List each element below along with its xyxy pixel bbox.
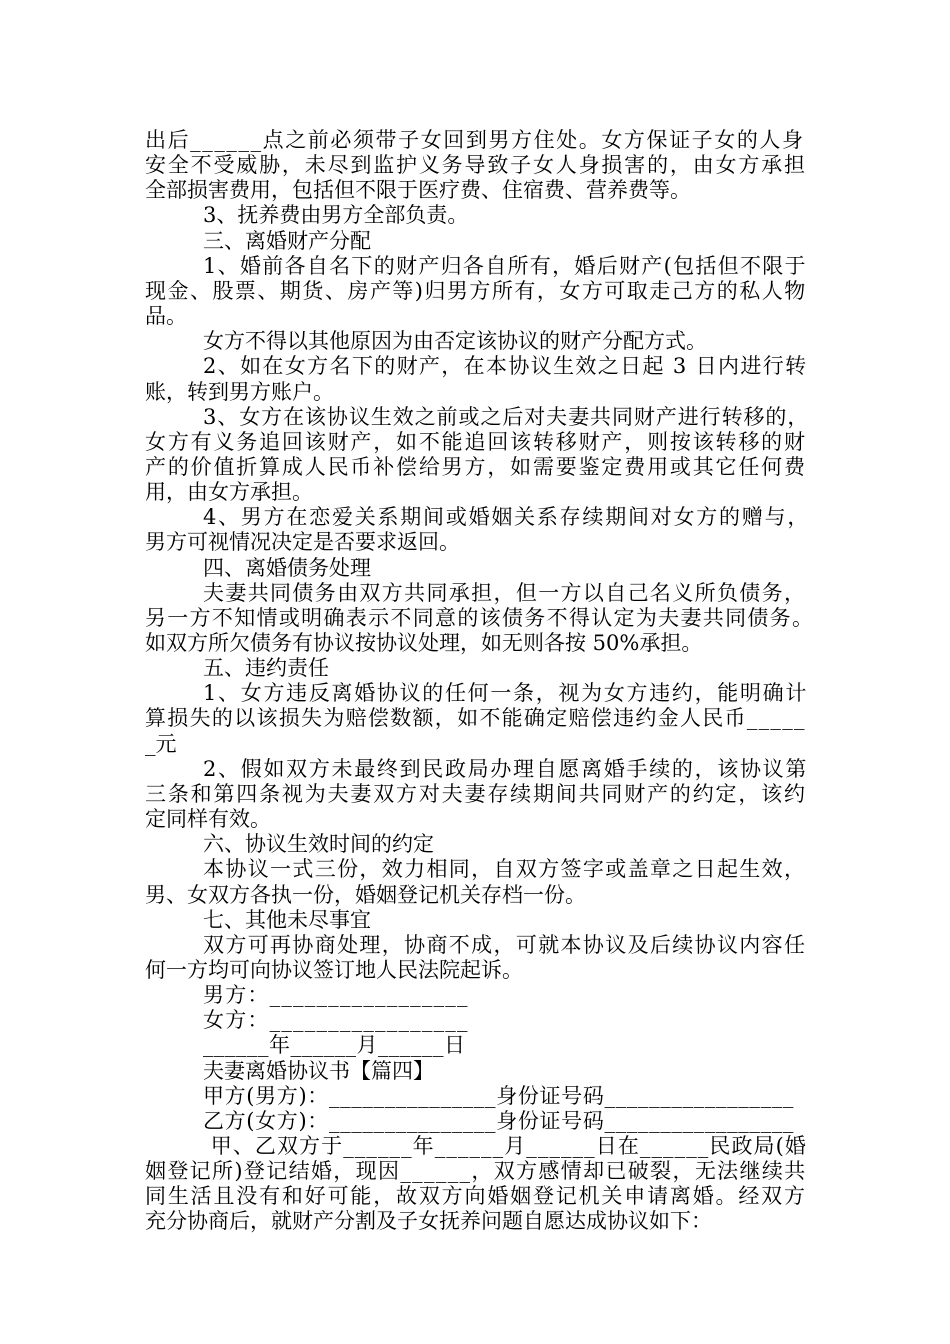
text-line: 甲、乙双方于______年______月______日在______民政局(婚 xyxy=(203,1134,807,1158)
text-line: 五、违约责任 xyxy=(203,656,329,681)
text-line: 如双方所欠债务有协议按协议处理，如无则各按 50%承担。 xyxy=(145,631,703,655)
text-line: 双方可再协商处理，协商不成，可就本协议及后续协议内容任 xyxy=(203,932,807,957)
text-line: 夫妻共同债务由双方共同承担，但一方以自己名义所负债务， xyxy=(203,580,807,605)
text-line: 夫妻离婚协议书【篇四】 xyxy=(203,1058,434,1083)
text-line: 四、离婚债务处理 xyxy=(203,555,371,580)
text-line: 六、协议生效时间的约定 xyxy=(203,832,434,857)
text-line: ______年______月______日 xyxy=(203,1033,466,1058)
text-line: 账，转到男方账户。 xyxy=(145,379,334,404)
text-line: 女方不得以其他原因为由否定该协议的财产分配方式。 xyxy=(203,329,707,354)
text-line: 产的价值折算成人民币补偿给男方，如需要鉴定费用或其它任何费 xyxy=(145,454,807,479)
text-line: 品。 xyxy=(145,304,187,329)
text-line: 3、抚养费由男方全部负责。 xyxy=(203,203,469,228)
text-line: _元 xyxy=(145,731,177,756)
text-line: 七、其他未尽事宜 xyxy=(203,907,371,932)
text-line: 1、婚前各自名下的财产归各自所有，婚后财产(包括但不限于 xyxy=(203,253,807,278)
text-line: 姻登记所)登记结婚，现因______，双方感情却已破裂，无法继续共 xyxy=(145,1159,807,1184)
text-line: 1、女方违反离婚协议的任何一条，视为女方违约，能明确计 xyxy=(203,681,809,706)
text-line: 算损失的以该损失为赔偿数额，如不能确定赔偿违约金人民币_____ xyxy=(145,706,806,731)
text-line: 男、女双方各执一份，婚姻登记机关存档一份。 xyxy=(145,882,586,907)
text-line: 充分协商后，就财产分割及子女抚养问题自愿达成协议如下： xyxy=(145,1209,712,1234)
text-line: 女方有义务追回该财产，如不能追回该转移财产，则按该转移的财 xyxy=(145,429,807,454)
text-line: 3、女方在该协议生效之前或之后对夫妻共同财产进行转移的， xyxy=(203,404,810,429)
text-line: 女方：_________________ xyxy=(203,1008,469,1033)
text-line: 男方：_________________ xyxy=(203,983,469,1008)
text-line: 三、离婚财产分配 xyxy=(203,228,371,253)
text-line: 本协议一式三份，效力相同，自双方签字或盖章之日起生效， xyxy=(203,857,807,882)
text-line: 甲方(男方)：_______________身份证号码_________________ xyxy=(203,1083,795,1108)
text-line: 出后______点之前必须带子女回到男方住处。女方保证子女的人身 xyxy=(145,128,805,152)
text-line: 何一方均可向协议签订地人民法院起诉。 xyxy=(145,957,523,982)
text-line: 同生活且没有和好可能，故双方向婚姻登记机关申请离婚。经双方 xyxy=(145,1184,807,1209)
text-line: 2、假如双方未最终到民政局办理自愿离婚手续的，该协议第 xyxy=(203,756,809,781)
text-line: 4、男方在恋爱关系期间或婚姻关系存续期间对女方的赠与， xyxy=(203,505,811,530)
text-line: 男方可视情况决定是否要求返回。 xyxy=(145,530,460,555)
text-line: 用，由女方承担。 xyxy=(145,480,313,505)
text-line: 全部损害费用，包括但不限于医疗费、住宿费、营养费等。 xyxy=(145,178,691,203)
text-line: 另一方不知情或明确表示不同意的该债务不得认定为夫妻共同债务。 xyxy=(145,605,815,630)
text-line: 安全不受威胁，未尽到监护义务导致子女人身损害的，由女方承担 xyxy=(145,153,807,178)
text-line: 定同样有效。 xyxy=(145,807,271,832)
text-line: 三条和第四条视为夫妻双方对夫妻存续期间共同财产的约定，该约 xyxy=(145,781,807,806)
text-line: 2、如在女方名下的财产，在本协议生效之日起 3 日内进行转 xyxy=(203,354,808,379)
text-line: 乙方(女方)：_______________身份证号码_________________ xyxy=(203,1108,795,1133)
text-line: 现金、股票、期货、房产等)归男方所有，女方可取走己方的私人物 xyxy=(145,278,807,303)
